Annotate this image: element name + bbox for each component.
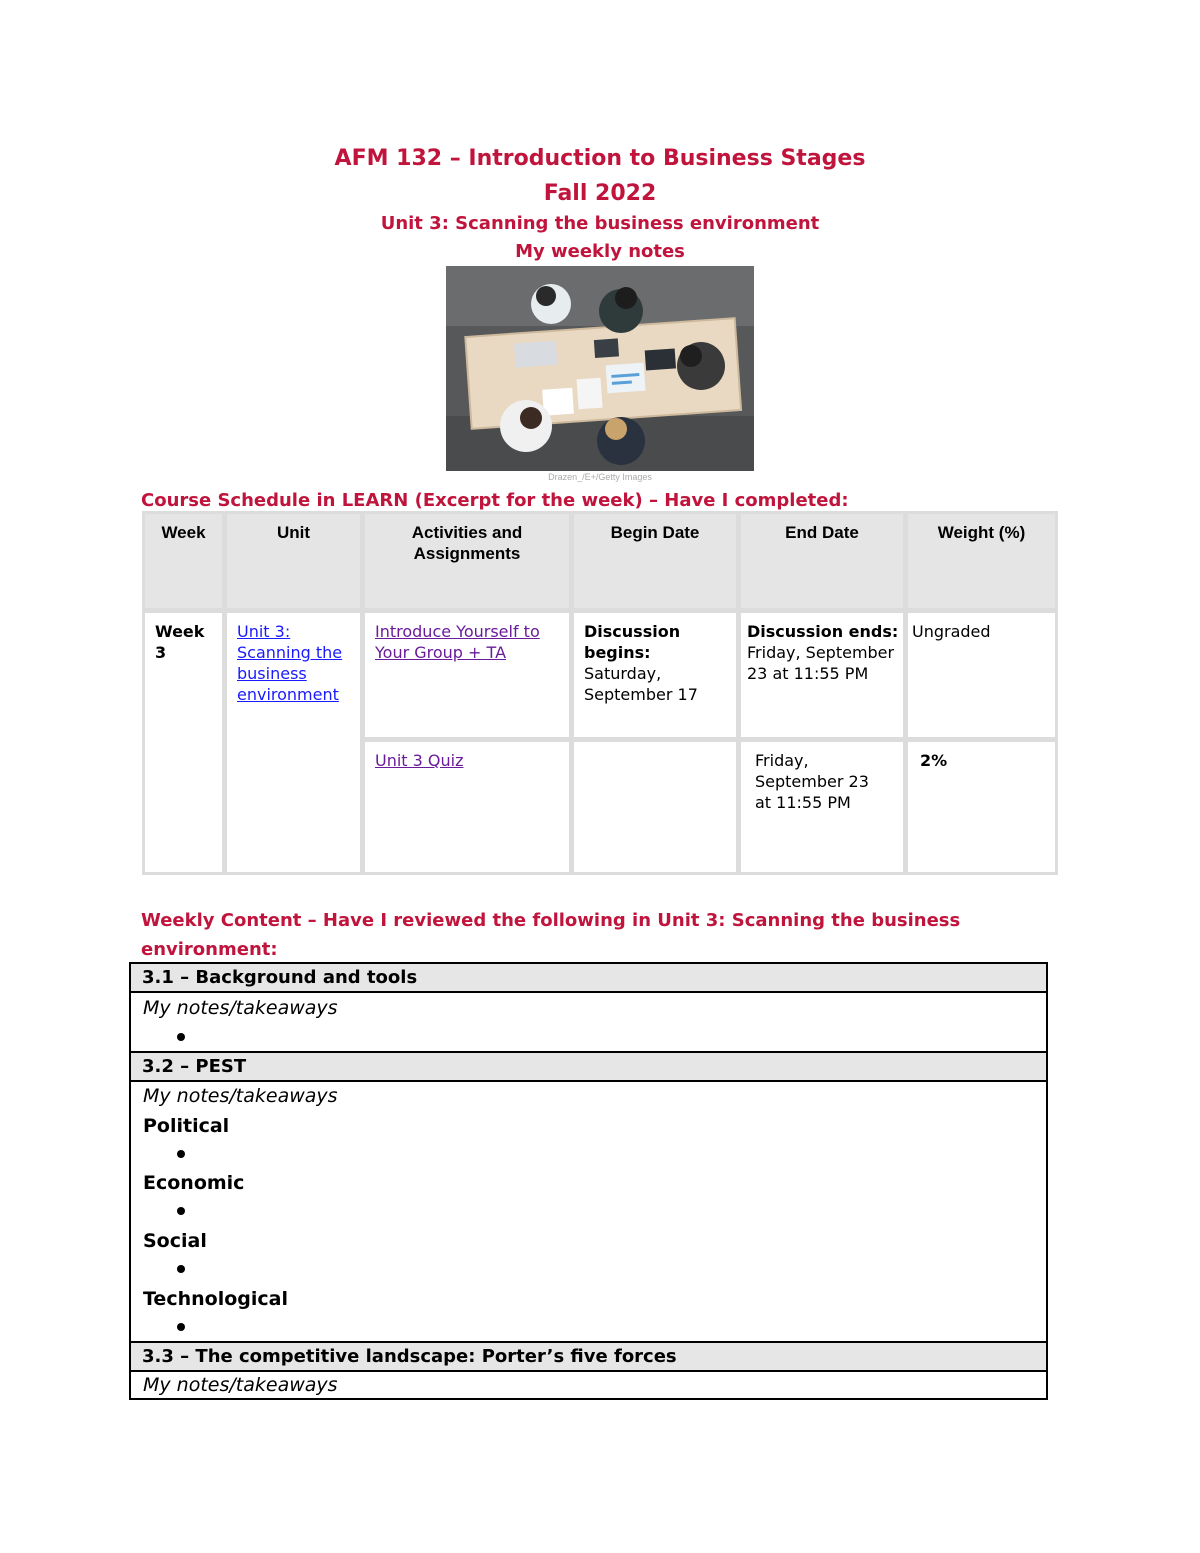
course-title: AFM 132 – Introduction to Business Stages (334, 146, 866, 171)
end-date-cell (738, 610, 906, 740)
bullet (177, 1150, 185, 1158)
introduce-yourself-link[interactable]: Introduce Yourself to Your Group + TA (375, 622, 540, 662)
schedule-table (142, 511, 1058, 875)
col-header-unit: Unit (224, 511, 363, 611)
end-date: Friday, September 23 at 11:55 PM (747, 643, 895, 683)
schedule-title: Course Schedule in LEARN (Excerpt for the week) – Have I completed: (141, 490, 849, 511)
col-header-begin-date: Begin Date (571, 511, 739, 611)
bullet (177, 1265, 185, 1273)
meeting-photo (446, 266, 754, 471)
begin-date-cell (571, 739, 739, 875)
unit-3-quiz-link[interactable]: Unit 3 Quiz (375, 751, 464, 770)
col-header-week: Week (142, 511, 225, 611)
weekly-content-title: Weekly Content – Have I reviewed the following in Unit 3: Scanning the business environment: (141, 910, 961, 960)
end-label: Discussion ends: (747, 622, 899, 641)
bullet (177, 1207, 185, 1215)
activity-cell (362, 739, 572, 875)
weight-cell: 2% (905, 739, 1058, 875)
col-header-activities: Activities and Assignments (362, 511, 572, 611)
notes-label: My notes/takeaways (143, 1374, 338, 1396)
meeting-photo-illustration (446, 266, 754, 471)
subtitle: My weekly notes (515, 241, 685, 262)
factor-label: Political (143, 1115, 230, 1137)
activity-cell (362, 610, 572, 740)
begin-label: Discussion begins: (584, 622, 681, 662)
begin-date: Saturday, September 17 (584, 664, 698, 704)
section-heading: 3.1 – Background and tools (131, 962, 1046, 993)
weight-cell: Ungraded (905, 610, 1058, 740)
term-title: Fall 2022 (543, 181, 657, 206)
section-heading: 3.3 – The competitive landscape: Porter’s five forces (131, 1341, 1046, 1372)
unit-3-link[interactable]: Unit 3: Scanning the business environment (237, 622, 343, 704)
bullet (177, 1033, 185, 1041)
image-credit: Drazen_/E+/Getty Images (548, 472, 652, 482)
notes-label: My notes/takeaways (143, 1085, 338, 1107)
factor-label: Economic (143, 1172, 245, 1194)
begin-date-cell (571, 610, 739, 740)
unit-cell (224, 610, 363, 875)
notes-table (129, 962, 1048, 1400)
notes-label: My notes/takeaways (143, 997, 338, 1019)
end-date-cell: Friday, September 23 at 11:55 PM (738, 739, 906, 875)
col-header-weight: Weight (%) (905, 511, 1058, 611)
factor-label: Technological (143, 1288, 288, 1310)
col-header-end-date: End Date (738, 511, 906, 611)
section-heading: 3.2 – PEST (131, 1051, 1046, 1082)
unit-title: Unit 3: Scanning the business environment (380, 213, 820, 234)
bullet (177, 1323, 185, 1331)
factor-label: Social (143, 1230, 207, 1252)
week-cell: Week 3 (142, 610, 225, 875)
